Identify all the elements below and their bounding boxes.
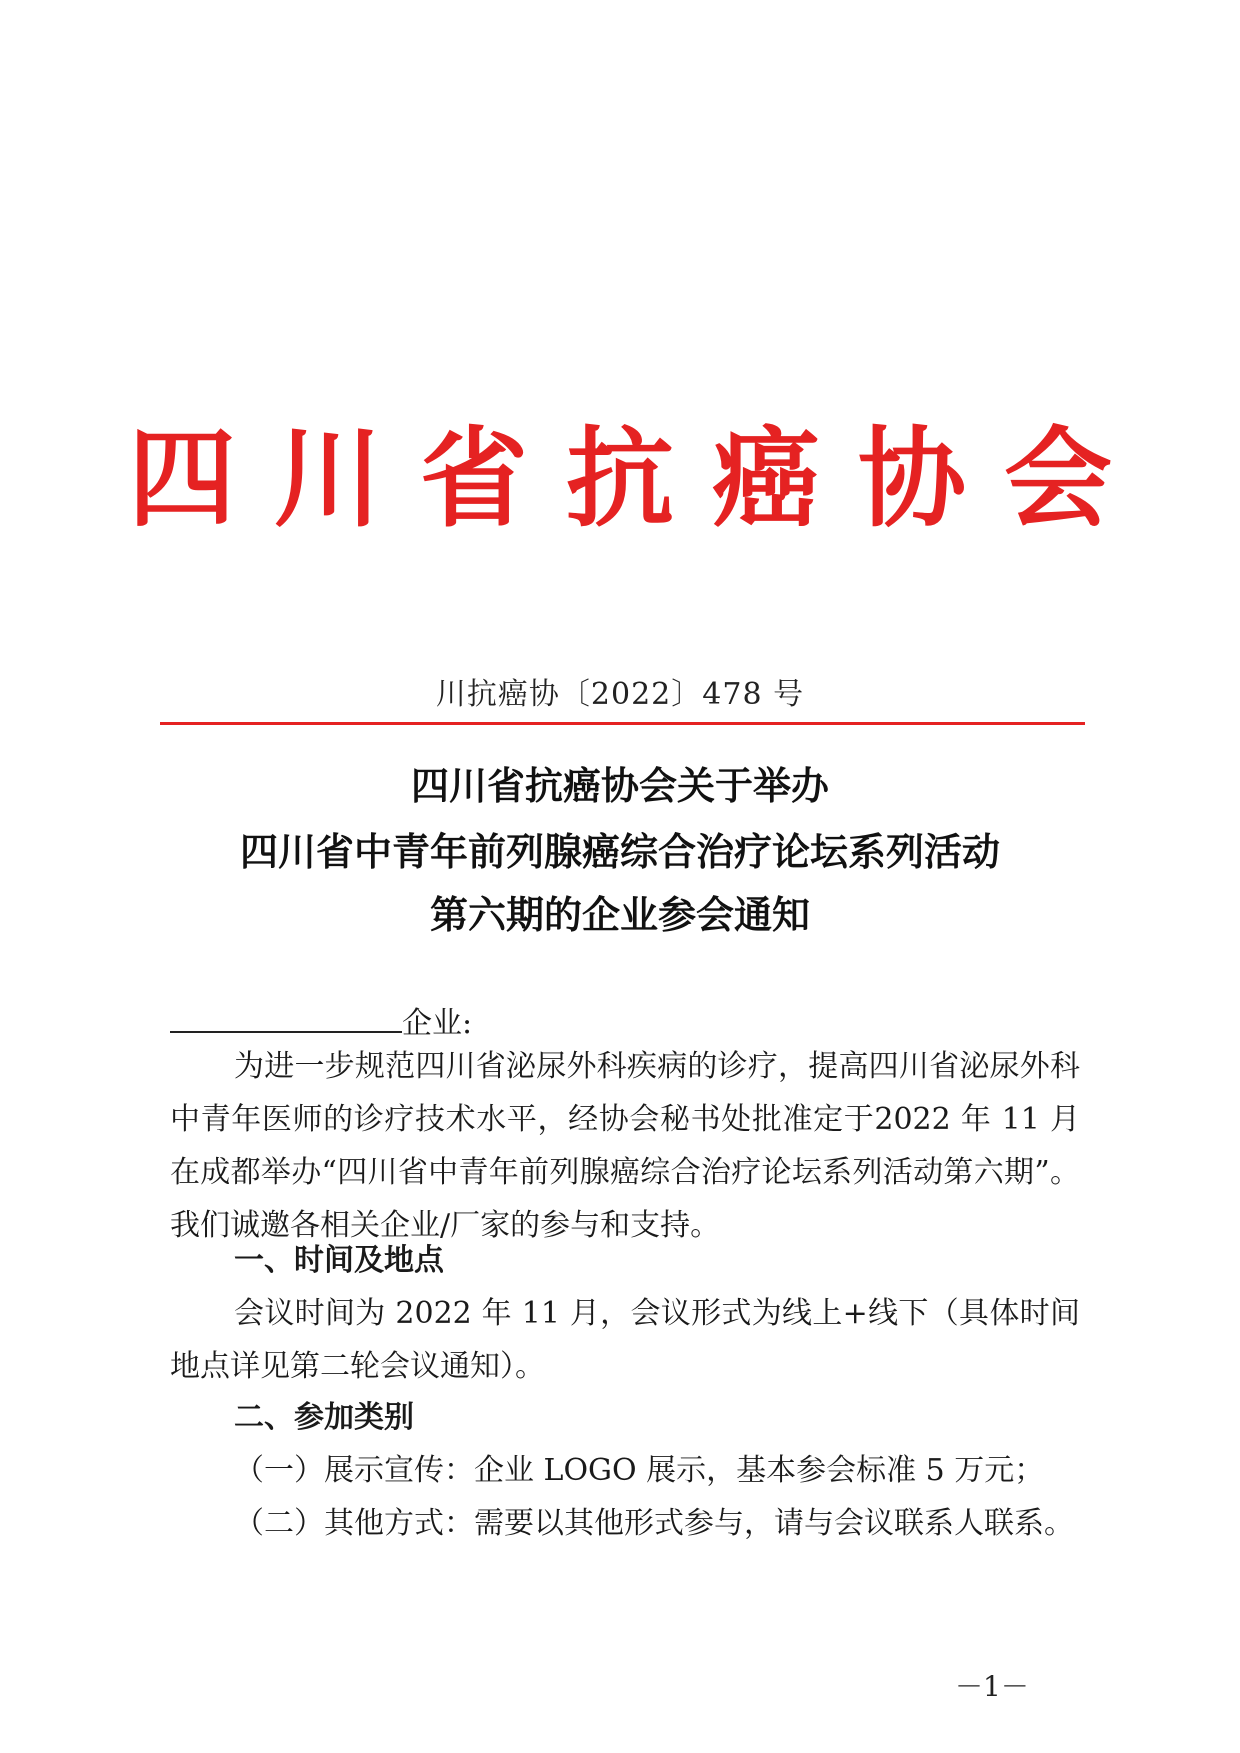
notice-title-line-3: 第六期的企业参会通知 (429, 892, 810, 937)
intro-paragraph-block (170, 1040, 1080, 1252)
section-1-heading-block (170, 1234, 1080, 1287)
section-2-heading: 二、参加类别 (234, 1400, 414, 1435)
header-divider (160, 722, 1085, 725)
section-1-block (170, 1287, 1080, 1393)
section-1-text: 会议时间为 2022 年 11 月，会议形式为线上+线下（具体时间地点详见第二轮会议通知）。 (170, 1296, 1080, 1384)
organization-title: 四川省抗癌协会 (127, 416, 1150, 542)
section-2-block (170, 1444, 1080, 1550)
intro-paragraph: 为进一步规范四川省泌尿外科疾病的诊疗，提高四川省泌尿外科中青年医师的诊疗技术水平，经协会秘书处批准定于2022 年 11 月在成都举办“四川省中青年前列腺癌综合治疗论坛系列活动第六期”。我们诚邀各相关企业/厂家的参与和支持。 (170, 1049, 1080, 1243)
section-2-heading-block (170, 1391, 1080, 1444)
company-name-blank (170, 1003, 402, 1033)
section-2-item-2: （二）其他方式：需要以其他形式参与，请与会议联系人联系。 (234, 1506, 1074, 1541)
section-2-item-1: （一）展示宣传：企业 LOGO 展示，基本参会标准 5 万元； (234, 1453, 1045, 1488)
salutation-suffix: 企业: (402, 1006, 473, 1041)
page-number: －1－ (955, 1670, 1029, 1703)
notice-title-line-1: 四川省抗癌协会关于举办 (410, 763, 829, 808)
document-number: 川抗癌协〔2022〕478 号 (435, 677, 805, 712)
section-1-heading: 一、时间及地点 (234, 1243, 444, 1278)
notice-title-line-2: 四川省中青年前列腺癌综合治疗论坛系列活动 (239, 829, 1000, 874)
